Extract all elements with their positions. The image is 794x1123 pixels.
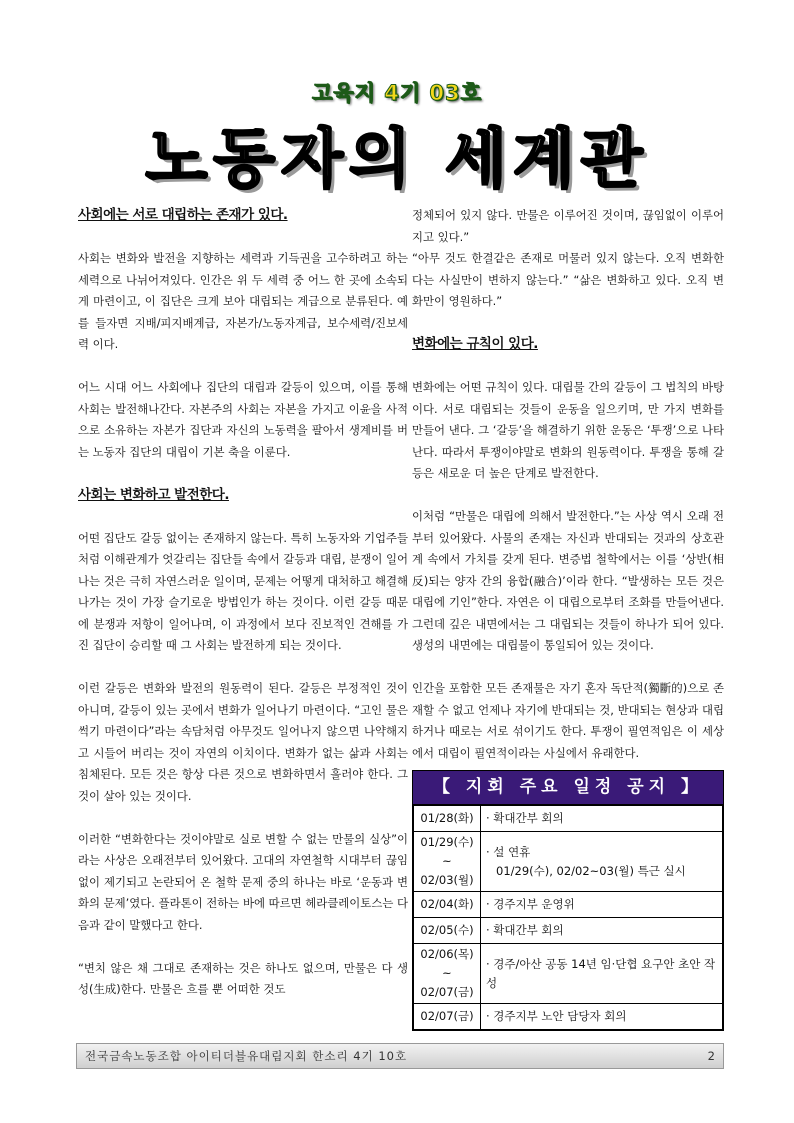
date-range-tilde: ~ [442,854,452,868]
paragraph: 정체되어 있지 않다. 만물은 이루어진 것이며, 끊임없이 이루어지고 있다.” [412,208,724,244]
paragraph: 사회는 변화와 발전을 지향하는 세력과 기득권을 고수하려고 하는 세력으로 나뉘어져있다. 인간은 위 두 세력 중 어느 한 곳에 소속되게 마련이고, 이 집단은 크게 보아 대립되는 계급으로 분류된다. 예를 들자면 지배/피지배계급, 자본가/노동자계급, 보수세력/진보세력 이다. [78,251,408,351]
page-footer [76,1043,724,1069]
paragraph: 어떤 집단도 갈등 없이는 존재하지 않는다. 특히 노동자와 기업주들처럼 이해관계가 엇갈리는 집단들 속에서 갈등과 대립, 분쟁이 일어나는 것은 극히 자연스러운 일이며, 문제는 어떻게 대처하고 해결해 나가는 것이 가장 슬기로운 방법인가 하는 것이다. 이런 갈등 때문에 분쟁과 저항이 일어나며, 이 과정에서 보다 진보적인 견해를 가진 집단이 승리할 때 그 사회는 발전하게 되는 것이다. [78,530,408,652]
table-row [414,944,723,1004]
schedule-date: 01/28(화) [414,806,481,832]
paragraph: 어느 시대 어느 사회에나 집단의 대립과 갈등이 있으며, 이를 통해 사회는 발전해나간다. 자본주의 사회는 자본을 가지고 이윤을 사적으로 소유하는 자본가 집단과 자신의 노동력을 팔아서 생계비를 버는 노동자 집단의 대립이 기본 축을 이룬다. [78,380,408,459]
table-row [414,918,723,944]
left-column [78,205,408,1001]
schedule-date [414,944,481,1004]
paragraph: “변치 않은 채 그대로 존재하는 것은 하나도 없으며, 만물은 다 생성(生成)한다. 만물은 흐를 뿐 어떠한 것도 [78,960,408,996]
schedule-event: · 확대간부 회의 [481,918,723,944]
date-end: 02/07(금) [420,985,474,999]
section-heading: 사회는 변화하고 발전한다. [78,486,229,503]
section-heading: 변화에는 규칙이 있다. [412,336,538,352]
schedule-date [414,832,481,892]
date-range-tilde: ~ [442,966,452,980]
schedule-event: · 경주지부 노안 담당자 회의 [481,1004,723,1030]
table-row [414,892,723,918]
schedule-date: 02/05(수) [414,918,481,944]
event-detail: 01/29(수), 02/02~03(월) 특근 실시 [496,863,686,878]
schedule-notice [412,770,724,1031]
paragraph: 이런 갈등은 변화와 발전의 원동력이 된다. 갈등은 부정적인 것이 아니며, 갈등이 있는 곳에서 변화가 일어나기 마련이다. “고인 물은 썩기 마련이다”라는 속담처럼 아무것도 일어나지 않으면 나약해지고 시들어 버리는 것이 자연의 이치이다. 변화가 없는 삶과 사회는 침체된다. 모든 것은 항상 다른 것으로 변화하면서 흘러야 한다. 그것이 살아 있는 것이다. [78,681,408,803]
schedule-event [481,832,723,892]
date-start: 01/29(수) [420,835,474,849]
table-row [414,1004,723,1030]
schedule-event: · 경주/아산 공동 14년 임·단협 요구안 초안 작성 [481,944,723,1004]
page-number: 2 [707,1049,715,1063]
notice-title: 【 지회 주요 일정 공지 】 [413,771,723,805]
event-title: · 설 연휴 [486,844,531,859]
paragraph: 인간을 포함한 모든 존재물은 자기 혼자 독단적(獨斷的)으로 존재할 수 없고 언제나 자기에 반대되는 것, 반대되는 현상과 대립하거나 때로는 서로 섞이기도 한다. 투쟁이 필연적임은 이 세상에서 대립이 필연적이라는 사실에서 유래한다. [412,681,724,760]
issue-subtitle: 고육지 4기 03호 [312,81,482,105]
schedule-date: 02/07(금) [414,1004,481,1030]
schedule-event: · 확대간부 회의 [481,806,723,832]
page-title: 노동자의 세계관 [145,123,649,197]
section-heading: 사회에는 서로 대립하는 존재가 있다. [78,207,288,223]
date-end: 02/03(월) [420,873,474,887]
schedule-date: 02/04(화) [414,892,481,918]
paragraph: 변화에는 어떤 규칙이 있다. 대립물 간의 갈등이 그 법칙의 바탕이다. 서로 대립되는 것들이 운동을 일으키며, 만 가지 변화를 만들어 낸다. 그 ‘갈등’을 해결하기 위한 운동은 ‘투쟁’으로 나타난다. 따라서 투쟁이야말로 변화의 원동력이다. 투쟁을 통해 갈등은 새로운 더 높은 단계로 발전한다. [412,380,724,480]
table-row [414,806,723,832]
footer-org: 전국금속노동조합 아이티더블유대림지회 한소리 4기 10호 [85,1049,408,1063]
schedule-table [413,805,723,1030]
paragraph: “아무 것도 한결같은 존재로 머물러 있지 않는다. 오직 변화한다는 사실만이 변하지 않는다.” “삶은 변화하고 있다. 오직 변화만이 영원하다.” [412,251,724,308]
date-start: 02/06(목) [420,947,474,961]
right-column [412,205,724,764]
table-row [414,832,723,892]
paragraph: 이처럼 “만물은 대립에 의해서 발전한다.”는 사상 역시 오래 전부터 있어왔다. 사물의 존재는 자신과 반대되는 것과의 상호관계 속에서 가치를 갖게 된다. 변증법 철학에서는 이를 ‘상반(相反)되는 양자 간의 융합(融合)’이라 한다. “발생하는 모든 것은 대립에 기인”한다. 자연은 이 대립으로부터 조화를 만들어낸다. 그런데 깊은 내면에서는 그 대립되는 것들이 하나가 되어 있다. 생성의 내면에는 대립물이 통일되어 있는 것이다. [412,509,725,652]
schedule-event: · 경주지부 운영위 [481,892,723,918]
paragraph: 이러한 “변화한다는 것이야말로 실로 변할 수 없는 만물의 실상”이라는 사상은 오래전부터 있어왔다. 고대의 자연철학 시대부터 끊임없이 제기되고 논란되어 온 철학 문제 중의 하나는 바로 ‘운동과 변화의 문제’였다. 플라톤이 전하는 바에 따르면 헤라클레이토스는 다음과 같이 말했다고 한다. [78,831,408,932]
